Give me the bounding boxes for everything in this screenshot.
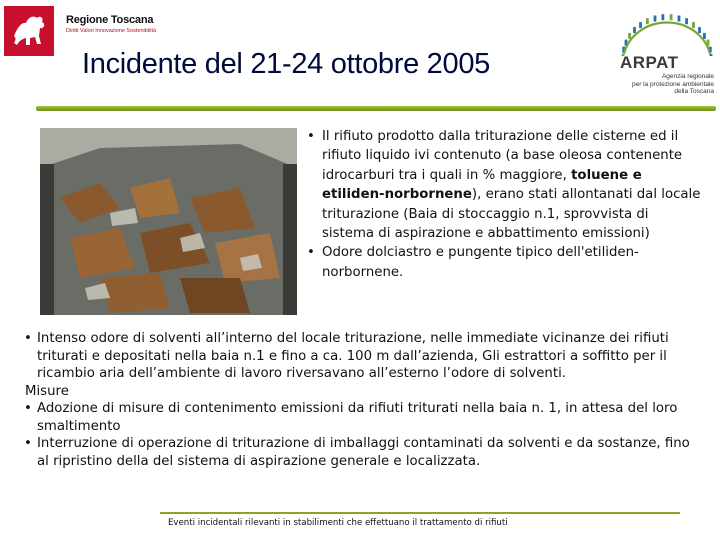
arpat-logo-bar <box>670 14 673 20</box>
arpat-logo-arc-icon <box>616 4 718 56</box>
main-content <box>22 330 702 470</box>
section-heading-misure: Misure <box>25 383 69 399</box>
arpat-logo-bar <box>646 18 649 24</box>
regione-toscana-emblem-icon <box>4 6 54 56</box>
regione-toscana-logo <box>4 6 54 56</box>
incident-description-bullets <box>304 127 704 282</box>
arpat-subtitle-line: per la protezione ambientale <box>631 80 714 88</box>
footer-caption: Eventi incidentali rilevanti in stabilimenti che effettuano il trattamento di rifiuti <box>168 518 508 528</box>
arpat-subtitle <box>618 73 714 96</box>
arpat-logo-bar <box>639 22 642 28</box>
list-item <box>304 127 704 243</box>
footer-divider <box>160 512 680 514</box>
arpat-logo-arc <box>624 22 710 54</box>
arpat-logo-bar <box>692 22 695 28</box>
arpat-logo-bar <box>633 27 636 33</box>
bullet-text: Il rifiuto prodotto dalla triturazione delle cisterne ed il rifiuto liquido ivi contenuto (a base oleosa contenente idrocarburi tra i quali in % maggiore, <box>322 129 683 183</box>
arpat-logo-bar <box>710 54 713 56</box>
bullet-text: ), erano stati allontanati dal locale triturazione (Baia di stoccaggio n.1, sprovvista di sistema di aspirazione e abbattimento emissioni) <box>322 187 701 242</box>
region-name: Regione Toscana <box>66 14 154 26</box>
arpat-logo-bar <box>628 33 631 39</box>
region-tagline: Diritti Valori Innovazione Sostenibilità <box>66 28 157 34</box>
shredded-waste-photo-icon <box>40 128 297 315</box>
waste-container-photo <box>40 128 297 315</box>
bullet-text: Odore dolciastro e pungente tipico dell'etiliden-norbornene. <box>322 245 639 280</box>
title-divider <box>36 106 716 111</box>
arpat-subtitle-line: della Toscana <box>674 88 714 96</box>
regione-toscana-wordmark <box>66 14 156 34</box>
arpat-name: ARPAT <box>620 53 679 72</box>
list-item: • Intenso odore di solventi all’interno del locale triturazione, nelle immediate vicinanze dei rifiuti triturati e depositati nella baia n.1 e fino a ca. 100 m dall’azienda, Gli estrattori a soffitto per il ricambio aria dell’ambiente di lavoro riversavano all’esterno l’odore di solventi. <box>22 330 702 383</box>
list-item: • Adozione di misure di contenimento emissioni da rifiuti triturati nella baia n. 1, in attesa del loro smaltimento <box>22 400 702 435</box>
list-item: • Interruzione di operazione di triturazione di imballaggi contaminati da solventi e da sostanze, fino al ripristino della del sistema di aspirazione generale e localizzata. <box>22 435 702 470</box>
arpat-subtitle-line: Agenzia regionale <box>661 73 714 80</box>
arpat-logo-bar <box>662 14 665 20</box>
arpat-logo-bar <box>678 16 681 22</box>
page-title: Incidente del 21-24 ottobre 2005 <box>82 48 490 80</box>
bullet-emphasis: toluene e etiliden-norbornene <box>322 167 642 203</box>
arpat-logo-bar <box>685 18 688 24</box>
arpat-logo-bar <box>703 33 706 39</box>
arpat-logo-bar <box>698 27 701 33</box>
list-item <box>304 243 704 282</box>
arpat-logo-bar <box>654 16 657 22</box>
